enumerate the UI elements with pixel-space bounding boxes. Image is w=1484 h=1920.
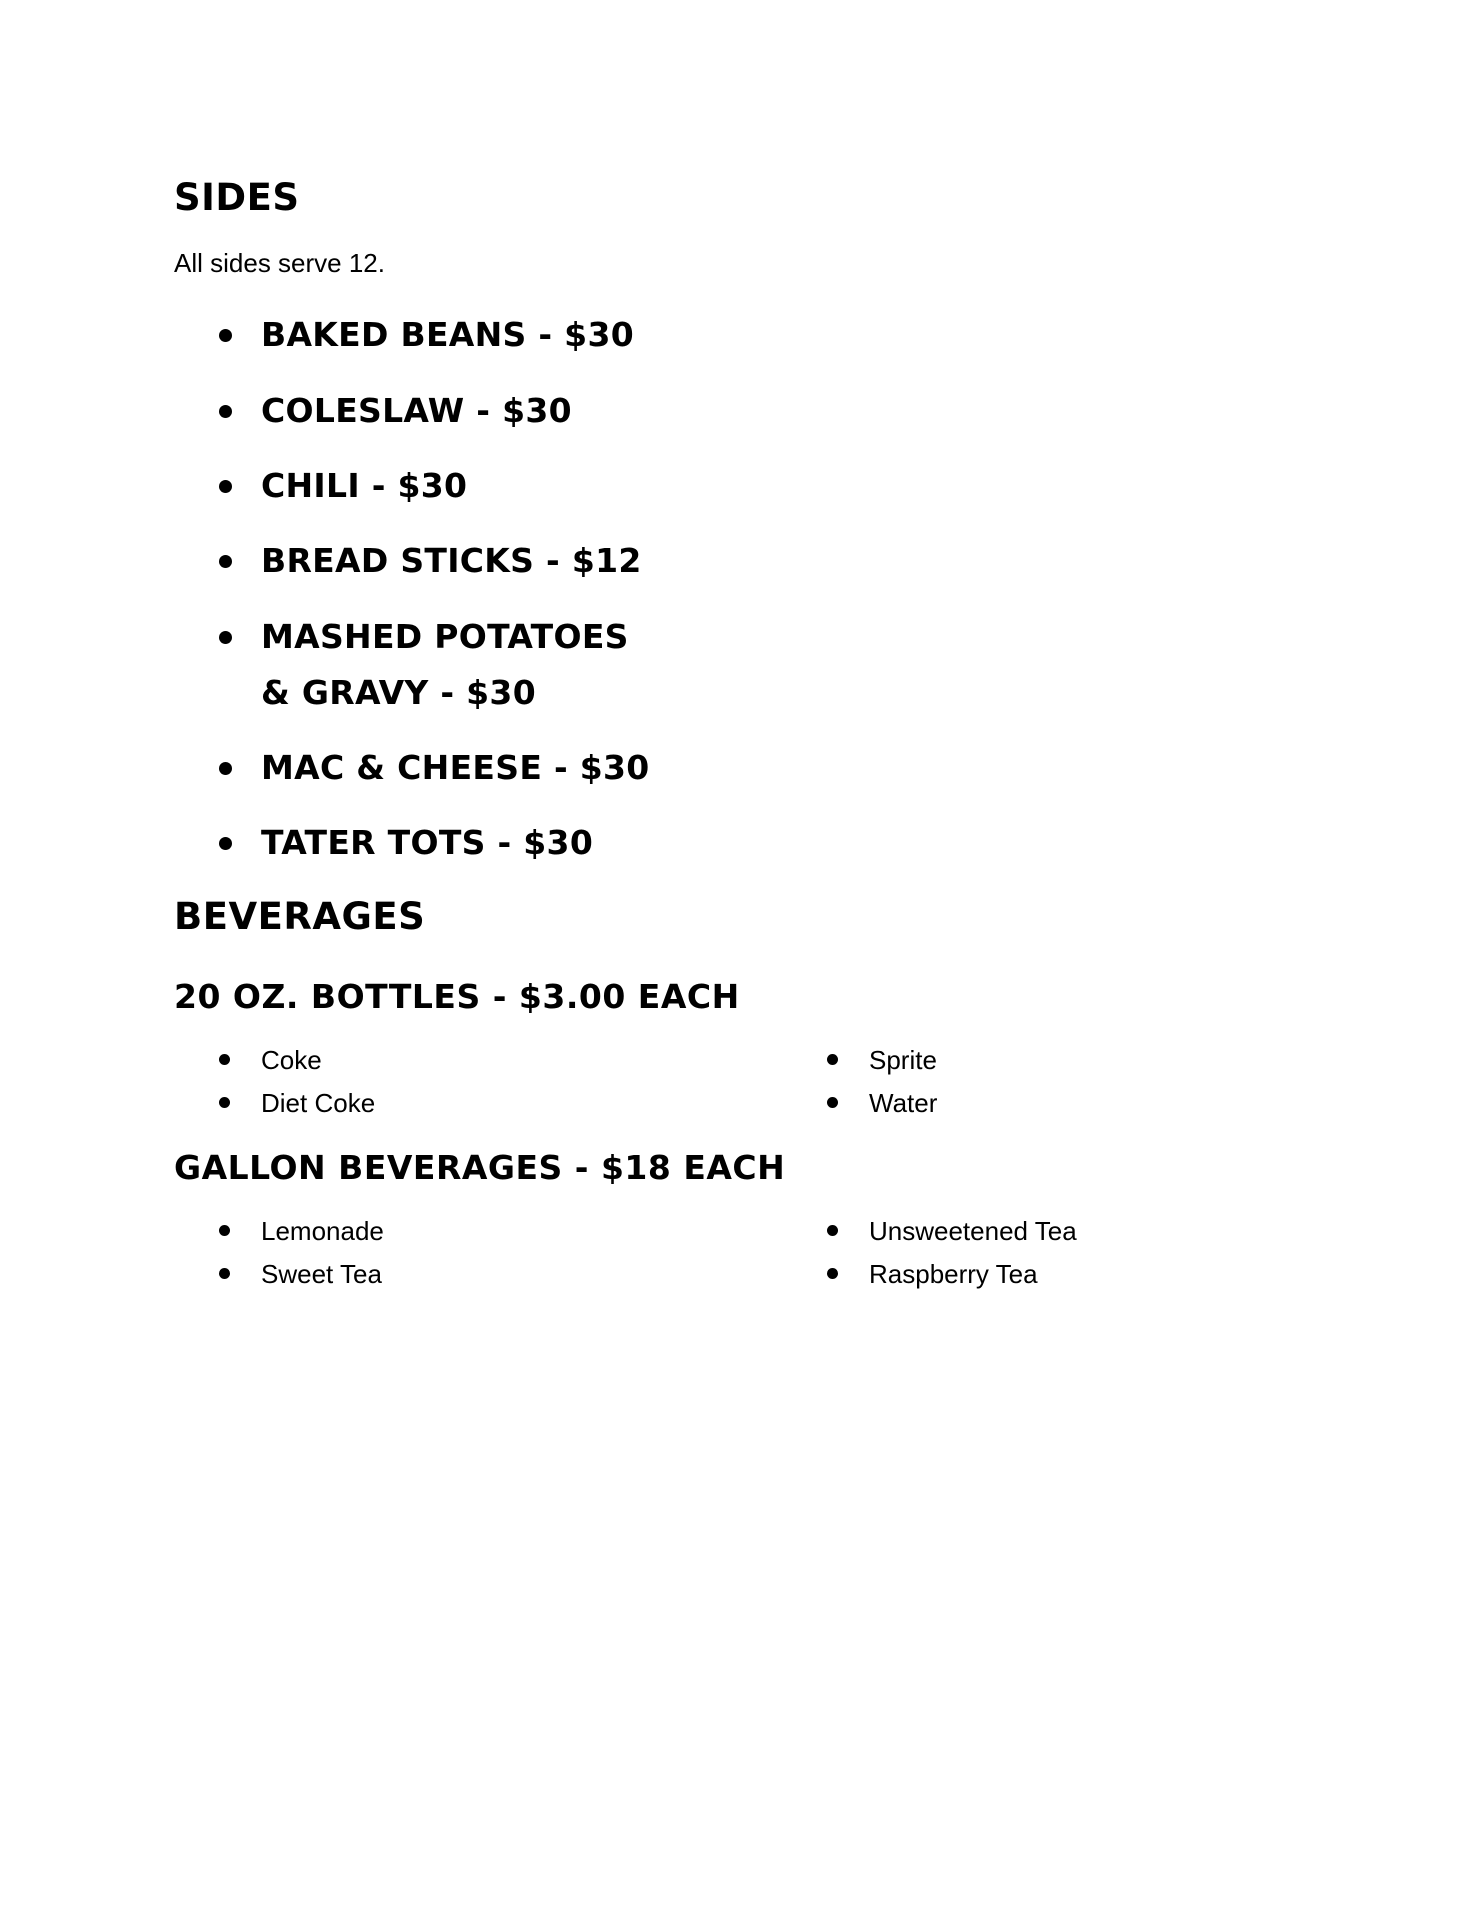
sides-heading: SIDES [174, 176, 300, 219]
sides-note: All sides serve 12. [174, 248, 385, 278]
side-item-label: BAKED BEANS - $30 [261, 315, 634, 354]
side-item-label: BREAD STICKS - $12 [261, 541, 642, 580]
bullet-icon [827, 1097, 838, 1108]
list-item [782, 1211, 1182, 1251]
beverage-label: Raspberry Tea [869, 1259, 1038, 1289]
beverage-label: Water [869, 1088, 938, 1118]
list-item [174, 1211, 574, 1251]
bullet-icon [219, 555, 232, 568]
list-item [174, 1040, 574, 1080]
beverages-heading: BEVERAGES [174, 895, 426, 938]
bullet-icon [219, 1097, 230, 1108]
bottles-heading: 20 OZ. BOTTLES - $3.00 EACH [174, 977, 740, 1016]
bullet-icon [219, 762, 232, 775]
bullet-icon [219, 480, 232, 493]
beverage-label: Unsweetened Tea [869, 1216, 1077, 1246]
bullet-icon [219, 329, 232, 342]
beverage-label: Diet Coke [261, 1088, 376, 1118]
side-item-label: COLESLAW - $30 [261, 391, 572, 430]
bullet-icon [827, 1054, 838, 1065]
bullet-icon [219, 405, 232, 418]
bullet-icon [827, 1225, 838, 1236]
list-item [782, 1040, 1182, 1080]
side-item-label: TATER TOTS - $30 [261, 823, 594, 862]
list-item [782, 1083, 1182, 1123]
side-item-label: CHILI - $30 [261, 466, 468, 505]
bullet-icon [219, 631, 232, 644]
list-item [174, 1254, 574, 1294]
beverage-label: Coke [261, 1045, 322, 1075]
list-item [782, 1254, 1182, 1294]
bullet-icon [219, 1268, 230, 1279]
bullet-icon [827, 1268, 838, 1279]
bullet-icon [219, 837, 232, 850]
beverage-label: Sprite [869, 1045, 937, 1075]
beverage-label: Lemonade [261, 1216, 384, 1246]
beverage-label: Sweet Tea [261, 1259, 382, 1289]
list-item [174, 1083, 574, 1123]
bullet-icon [219, 1225, 230, 1236]
side-item-label: MASHED POTATOES & GRAVY - $30 [261, 617, 629, 712]
gallon-heading: GALLON BEVERAGES - $18 EACH [174, 1148, 786, 1187]
side-item-label: MAC & CHEESE - $30 [261, 748, 650, 787]
bullet-icon [219, 1054, 230, 1065]
